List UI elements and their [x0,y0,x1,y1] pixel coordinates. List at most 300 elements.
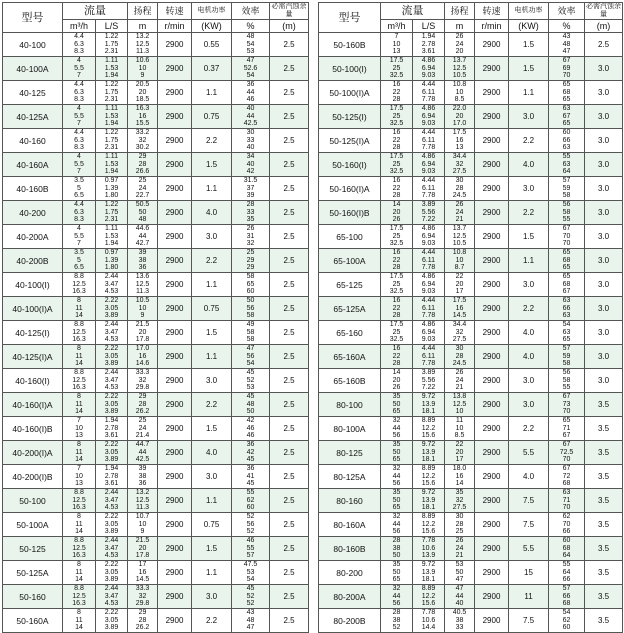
head-cell [128,105,158,129]
flow-ls-value: 18.1 [421,504,436,512]
efficiency-cell [549,321,585,345]
flow-m3h-value: 14 [75,408,83,416]
efficiency-cell [549,33,585,57]
head-value: 26 [455,33,464,41]
efficiency-cell [549,393,585,417]
head-value: 32 [455,160,464,168]
flow-ls-value: 3.05 [104,448,119,456]
head-value: 10.8 [452,81,467,89]
flow-ls-value: 1.11 [104,57,119,65]
efficiency-cell [232,321,270,345]
header-flow-m3h: m³/h [381,20,413,33]
pump-table-right [318,2,623,633]
flow-ls-cell [413,369,445,393]
flow-ls-value: 2.22 [104,561,119,569]
head-value: 21 [455,216,464,224]
flow-m3h-value: 44 [392,592,401,600]
npsh-cell: 3.5 [585,465,623,489]
flow-ls-value: 4.44 [421,345,436,353]
efficiency-value: 55 [246,489,255,497]
flow-ls-cell [413,33,445,57]
model-cell: 50-160A [3,609,63,633]
table-row [3,129,309,153]
flow-ls-value: 4.44 [421,177,436,185]
head-value: 10.6 [135,57,150,65]
speed-cell: 2900 [475,513,509,537]
flow-m3h-value: 25 [392,328,401,336]
model-cell: 40-160(I) [3,369,63,393]
table-row [319,153,623,177]
header-efficiency-unit: % [232,20,270,33]
table-row [3,297,309,321]
flow-ls-value: 4.53 [104,504,119,512]
flow-ls-value: 9.03 [421,72,436,80]
flow-ls-value: 3.47 [104,376,119,384]
flow-ls-value: 13.9 [421,552,436,560]
flow-m3h-value: 28 [392,312,401,320]
flow-m3h-value: 17.5 [389,105,404,113]
efficiency-value: 52.6 [243,64,258,72]
header-power: 电机功率 [192,3,232,20]
flow-m3h-value: 16.3 [72,384,86,392]
head-value: 21.5 [135,321,150,329]
head-value: 26 [455,201,464,209]
flow-ls-cell [413,105,445,129]
speed-cell: 2900 [475,81,509,105]
efficiency-value: 72.5 [559,448,574,456]
head-value: 40.5 [452,609,467,617]
head-value: 16 [138,568,147,576]
head-value: 11.3 [135,288,150,296]
npsh-cell: 2.5 [270,153,309,177]
flow-m3h-value: 7 [77,168,81,176]
speed-cell: 2900 [158,153,192,177]
table-row [319,33,623,57]
flow-m3h-value: 4.4 [74,81,84,89]
head-cell [445,537,475,561]
efficiency-value: 63 [562,160,571,168]
flow-ls-cell [96,57,128,81]
head-value: 16 [455,472,464,480]
table-row [3,153,309,177]
flow-m3h-value: 32.5 [389,336,404,344]
flow-m3h-cell [63,321,96,345]
efficiency-value: 58 [246,312,255,320]
efficiency-value: 42 [246,168,255,176]
efficiency-cell [232,537,270,561]
flow-ls-cell [96,465,128,489]
flow-ls-value: 3.05 [104,304,119,312]
flow-m3h-value: 28 [392,192,401,200]
flow-m3h-value: 13 [75,480,83,488]
speed-cell: 2900 [158,513,192,537]
flow-m3h-value: 20 [392,376,401,384]
head-value: 17.5 [452,129,467,137]
head-value: 24 [138,184,147,192]
flow-ls-value: 6.11 [421,136,436,144]
table-row [319,225,623,249]
table-row [3,369,309,393]
head-value: 48 [138,216,147,224]
power-cell: 7.5 [509,489,549,513]
efficiency-value: 65 [562,336,571,344]
flow-m3h-cell [63,153,96,177]
efficiency-value: 53 [246,48,255,56]
flow-m3h-value: 12.5 [72,376,86,384]
efficiency-value: 42.5 [243,120,258,128]
head-cell [128,609,158,633]
npsh-cell: 3.0 [585,57,623,81]
efficiency-value: 63 [562,312,571,320]
efficiency-value: 57 [562,345,571,353]
flow-ls-value: 9.72 [421,441,436,449]
power-cell: 0.75 [192,297,232,321]
flow-ls-value: 2.22 [104,609,119,617]
efficiency-value: 67 [562,393,571,401]
power-cell: 1.1 [192,177,232,201]
head-value: 20 [455,448,464,456]
efficiency-value: 48 [246,616,255,624]
efficiency-value: 33 [246,136,255,144]
power-cell: 3.0 [192,369,232,393]
header-head-unit: m [445,20,475,33]
model-cell: 40-160A [3,153,63,177]
flow-ls-value: 13.9 [421,448,436,456]
head-value: 13.2 [135,489,150,497]
head-value: 9 [140,72,145,80]
efficiency-value: 67 [562,112,571,120]
head-value: 13.2 [135,33,150,41]
table-header [3,3,309,33]
flow-m3h-value: 65 [392,408,401,416]
table-row [319,81,623,105]
power-cell: 1.1 [192,345,232,369]
flow-m3h-cell [63,489,96,513]
efficiency-value: 68 [562,88,571,96]
table-row [319,465,623,489]
header-power: 电机功率 [509,3,549,20]
flow-m3h-value: 14 [75,312,83,320]
speed-cell: 2900 [158,609,192,633]
head-cell [445,393,475,417]
flow-m3h-value: 50 [392,448,401,456]
flow-ls-value: 7.78 [421,537,436,545]
efficiency-value: 68 [562,544,571,552]
speed-cell: 2900 [158,201,192,225]
npsh-cell: 3.0 [585,369,623,393]
flow-ls-cell [96,609,128,633]
flow-ls-cell [413,609,445,633]
table-row [319,441,623,465]
speed-cell: 2900 [158,177,192,201]
flow-ls-value: 12.2 [421,424,436,432]
flow-m3h-cell [381,177,413,201]
flow-ls-value: 4.86 [421,57,436,65]
efficiency-cell [232,201,270,225]
flow-m3h-value: 8.8 [74,321,84,329]
efficiency-cell [232,345,270,369]
flow-m3h-value: 50 [392,400,401,408]
npsh-cell: 3.5 [585,417,623,441]
head-value: 28 [138,160,147,168]
head-value: 16 [455,136,464,144]
head-value: 44.7 [135,441,150,449]
model-cell: 40-200(I)A [3,441,63,465]
flow-ls-value: 4.44 [421,297,436,305]
flow-m3h-value: 4.4 [74,201,84,209]
head-value: 12.5 [135,496,150,504]
npsh-cell: 2.5 [270,585,309,609]
head-value: 24 [455,544,464,552]
efficiency-cell [549,153,585,177]
head-cell [128,129,158,153]
efficiency-value: 66 [562,528,571,536]
head-value: 32 [138,136,147,144]
flow-m3h-value: 5 [77,184,81,192]
flow-m3h-value: 25 [392,160,401,168]
efficiency-value: 63 [562,489,571,497]
flow-m3h-cell [63,513,96,537]
efficiency-cell [549,417,585,441]
speed-cell: 2900 [475,417,509,441]
head-value: 42.5 [135,456,150,464]
efficiency-value: 46 [246,537,255,545]
efficiency-value: 29 [246,264,255,272]
efficiency-cell [232,81,270,105]
model-cell: 80-100A [319,417,381,441]
head-value: 26 [455,369,464,377]
head-cell [128,153,158,177]
npsh-cell: 2.5 [270,57,309,81]
flow-ls-value: 7.78 [421,609,436,617]
efficiency-value: 47 [246,57,255,65]
efficiency-cell [232,225,270,249]
flow-m3h-cell [381,129,413,153]
flow-m3h-cell [63,273,96,297]
flow-ls-value: 8.89 [421,465,436,473]
head-value: 17.0 [452,120,467,128]
flow-m3h-value: 32.5 [389,72,404,80]
flow-ls-value: 3.05 [104,352,119,360]
npsh-cell: 2.5 [270,393,309,417]
power-cell: 4.0 [509,465,549,489]
head-value: 50.5 [135,201,150,209]
flow-ls-value: 12.2 [421,472,436,480]
model-cell: 40-160 [3,129,63,153]
flow-m3h-cell [63,225,96,249]
flow-m3h-value: 32.5 [389,288,404,296]
head-value: 12.5 [452,400,467,408]
flow-m3h-value: 14 [75,456,83,464]
table-row [319,537,623,561]
header-power-unit: (KW) [509,20,549,33]
efficiency-cell [232,249,270,273]
efficiency-cell [549,441,585,465]
flow-m3h-value: 5.5 [74,64,84,72]
efficiency-cell [232,561,270,585]
head-value: 14 [455,480,464,488]
efficiency-value: 62 [562,513,571,521]
flow-m3h-value: 8.8 [74,585,84,593]
flow-m3h-value: 22 [392,304,401,312]
table-row [3,201,309,225]
head-value: 25 [455,528,464,536]
npsh-cell: 2.5 [270,609,309,633]
head-value: 10.5 [452,240,467,248]
flow-ls-value: 0.97 [104,177,119,185]
head-value: 47 [455,576,464,584]
flow-m3h-value: 38 [392,616,401,624]
power-cell: 11 [509,585,549,609]
efficiency-value: 65 [562,264,571,272]
model-cell: 80-125 [319,441,381,465]
efficiency-value: 67 [562,57,571,65]
flow-m3h-cell [63,585,96,609]
efficiency-value: 49 [246,321,255,329]
head-cell [445,105,475,129]
flow-m3h-value: 28 [392,360,401,368]
head-cell [445,465,475,489]
flow-ls-value: 15.6 [421,432,436,440]
flow-ls-value: 9.03 [421,336,436,344]
npsh-cell: 2.5 [270,369,309,393]
speed-cell: 2900 [475,441,509,465]
flow-ls-value: 3.89 [104,624,119,632]
model-cell: 65-100 [319,225,381,249]
head-cell [445,321,475,345]
npsh-cell: 2.5 [270,441,309,465]
header-speed: 转速 [158,3,192,20]
flow-ls-cell [96,489,128,513]
head-value: 27.5 [452,336,467,344]
head-cell [445,513,475,537]
flow-ls-value: 6.11 [421,352,436,360]
speed-cell: 2900 [475,321,509,345]
flow-m3h-value: 6.3 [74,136,84,144]
flow-ls-value: 3.89 [104,576,119,584]
flow-m3h-cell [63,57,96,81]
model-cell: 50-100 [3,489,63,513]
flow-ls-value: 1.75 [104,40,119,48]
model-cell: 80-200 [319,561,381,585]
power-cell: 1.5 [192,417,232,441]
table-row [319,129,623,153]
head-cell [445,297,475,321]
head-cell [445,441,475,465]
flow-m3h-value: 4.4 [74,33,84,41]
flow-ls-cell [96,345,128,369]
pump-table-left [2,2,309,633]
flow-ls-value: 4.53 [104,600,119,608]
head-value: 10 [138,64,147,72]
flow-m3h-value: 12.5 [72,592,86,600]
efficiency-value: 32 [246,240,255,248]
flow-m3h-value: 8.3 [74,216,84,224]
head-value: 28 [138,400,147,408]
efficiency-value: 71 [562,424,571,432]
flow-ls-cell [413,417,445,441]
head-value: 17.8 [135,552,150,560]
flow-ls-value: 2.78 [104,472,119,480]
power-cell: 4.0 [509,345,549,369]
header-speed-unit: r/min [475,20,509,33]
header-flow: 流量 [381,3,445,20]
flow-m3h-value: 8.8 [74,273,84,281]
head-value: 47 [455,585,464,593]
flow-m3h-value: 13 [75,432,83,440]
table-row [3,537,309,561]
efficiency-value: 70 [562,456,571,464]
efficiency-value: 66 [562,576,571,584]
efficiency-value: 70 [562,408,571,416]
table-row [3,273,309,297]
efficiency-value: 28 [246,201,255,209]
flow-m3h-cell [381,321,413,345]
npsh-cell: 2.5 [270,81,309,105]
npsh-cell: 3.5 [585,441,623,465]
flow-ls-value: 18.1 [421,408,436,416]
efficiency-value: 65 [562,249,571,257]
efficiency-value: 66 [562,304,571,312]
head-value: 9 [140,528,145,536]
model-cell: 50-125A [3,561,63,585]
head-cell [445,33,475,57]
npsh-cell: 3.5 [585,537,623,561]
efficiency-cell [549,249,585,273]
flow-ls-value: 13.9 [421,400,436,408]
power-cell: 1.5 [509,33,549,57]
flow-ls-value: 3.47 [104,328,119,336]
npsh-cell: 3.0 [585,273,623,297]
head-cell [128,81,158,105]
head-cell [445,609,475,633]
efficiency-value: 70 [562,520,571,528]
efficiency-value: 54 [246,40,255,48]
npsh-cell: 3.5 [585,585,623,609]
head-cell [128,489,158,513]
speed-cell: 2900 [158,561,192,585]
flow-m3h-value: 8 [77,513,81,521]
flow-ls-cell [413,489,445,513]
flow-m3h-cell [63,417,96,441]
efficiency-value: 65 [562,417,571,425]
head-value: 12.5 [135,280,150,288]
efficiency-cell [232,33,270,57]
model-cell: 65-160A [319,345,381,369]
head-cell [128,33,158,57]
flow-ls-value: 6.94 [421,280,436,288]
efficiency-value: 34 [246,153,255,161]
flow-m3h-value: 14 [392,201,401,209]
model-cell: 50-125(I) [319,105,381,129]
flow-ls-value: 2.22 [104,393,119,401]
head-value: 27.5 [452,168,467,176]
head-value: 21.4 [135,432,150,440]
table-body-right [319,33,623,633]
model-cell: 80-100 [319,393,381,417]
efficiency-cell [549,609,585,633]
table-row [319,489,623,513]
head-value: 8.5 [454,96,465,104]
flow-m3h-value: 6.3 [74,208,84,216]
flow-ls-value: 9.03 [421,168,436,176]
head-value: 9 [140,312,145,320]
flow-ls-value: 12.2 [421,520,436,528]
flow-ls-value: 6.94 [421,112,436,120]
flow-m3h-cell [381,201,413,225]
efficiency-value: 68 [562,600,571,608]
flow-m3h-value: 7 [77,72,81,80]
